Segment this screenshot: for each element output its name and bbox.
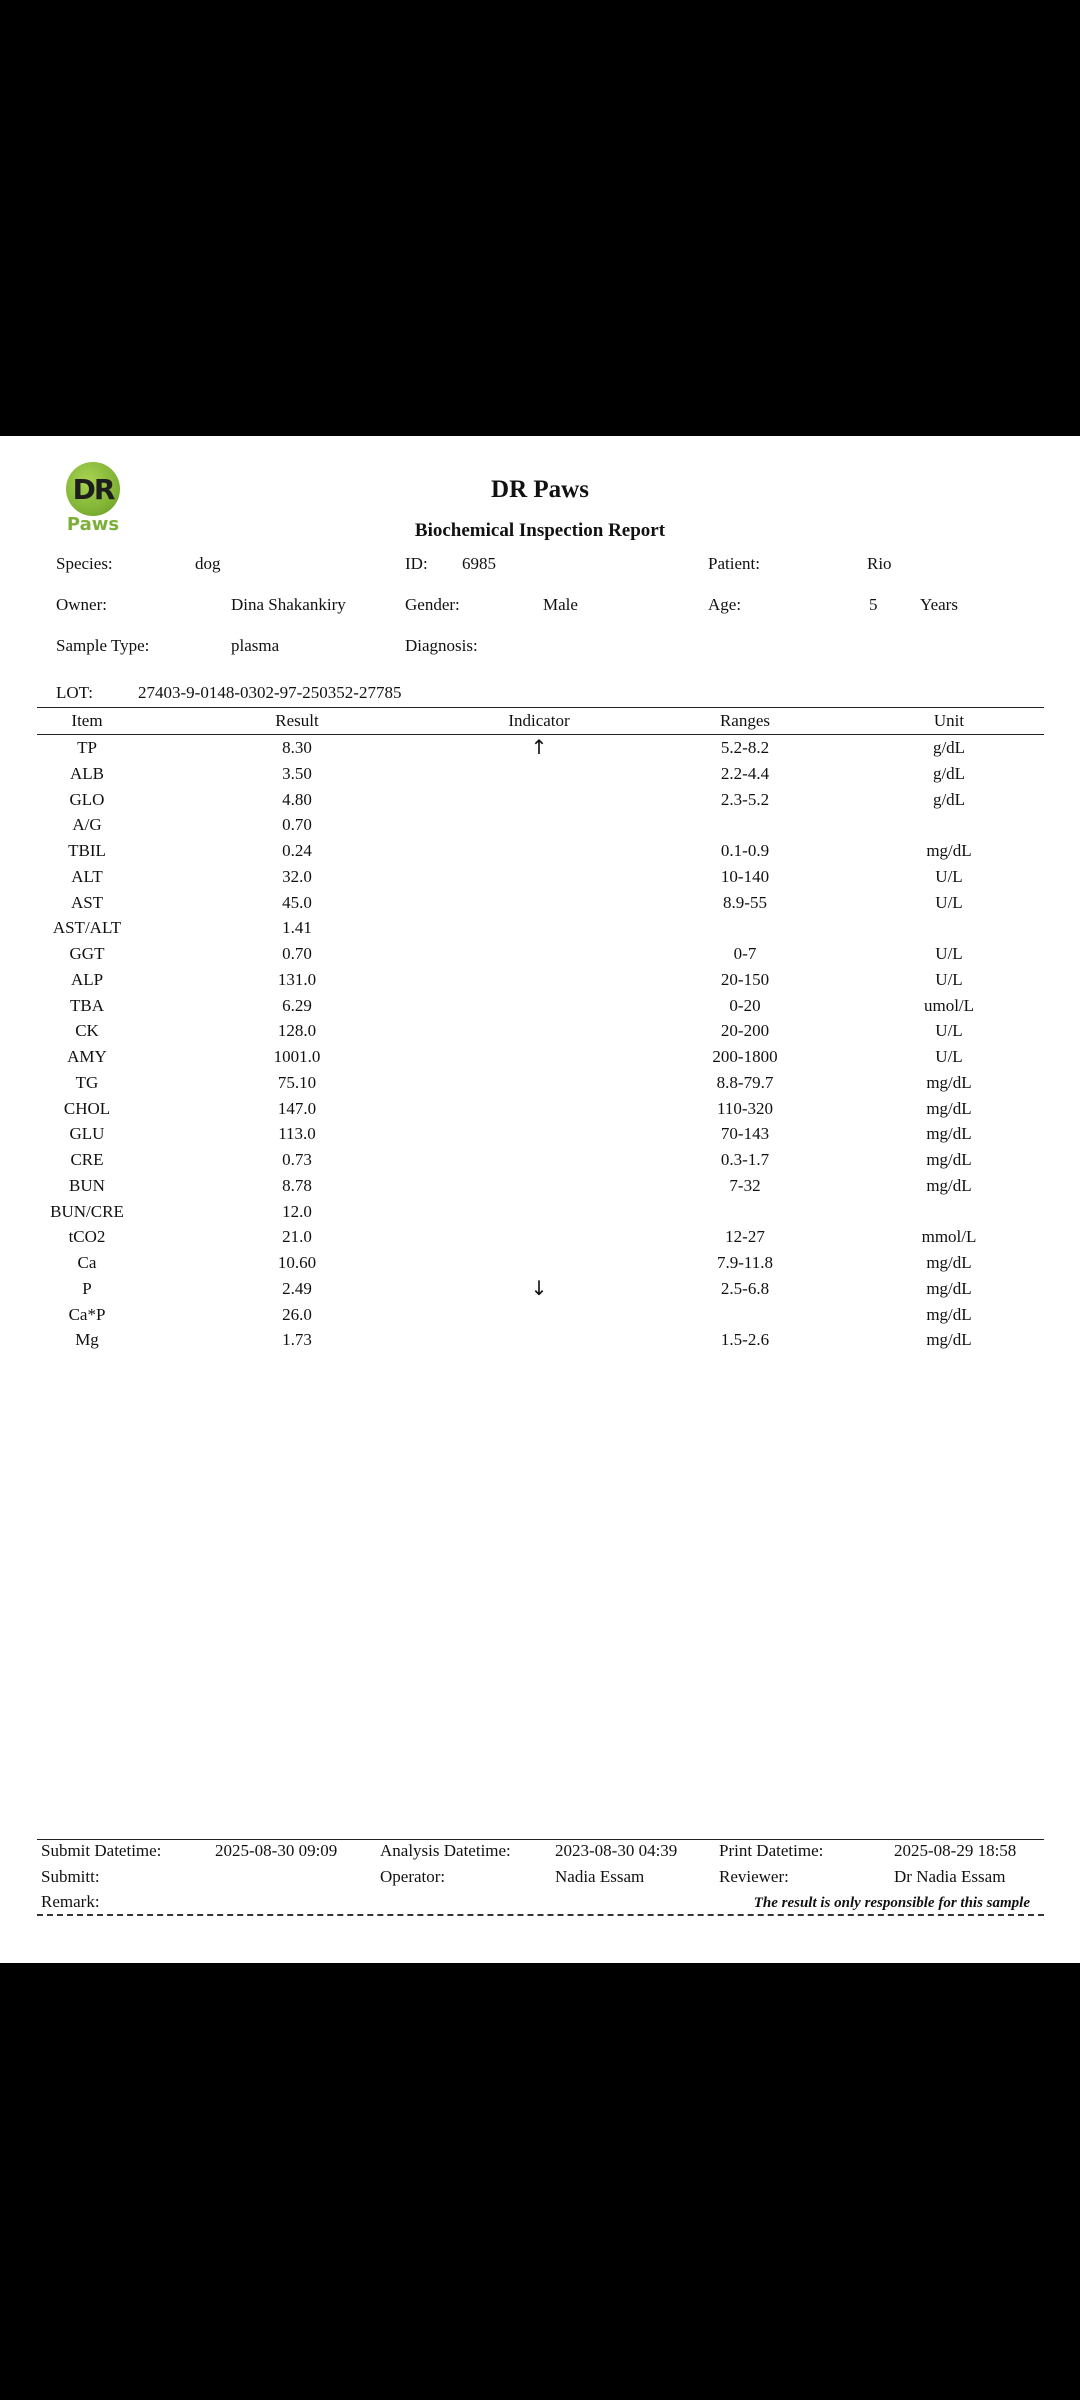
- cell-item: CHOL: [63, 1098, 111, 1118]
- cell-item: AMY: [67, 1047, 107, 1066]
- table-row: [37, 1150, 1044, 1176]
- cell-range: 2.5-6.8: [720, 1278, 770, 1298]
- cell-range: 7-32: [729, 1175, 761, 1195]
- table-row: [37, 893, 1044, 919]
- cell-unit: mg/dL: [926, 1253, 972, 1272]
- cell-result: 3.50: [282, 763, 312, 783]
- cell-unit: U/L: [935, 866, 963, 886]
- cell-unit: g/dL: [932, 763, 966, 783]
- cell-range: 1.5-2.6: [720, 1330, 770, 1350]
- table-row: [37, 1021, 1044, 1047]
- table-top-rule: [37, 707, 1044, 708]
- cell-range: 110-320: [716, 1098, 774, 1118]
- table-row: [37, 867, 1044, 893]
- cell-item: AST/ALT: [52, 918, 122, 938]
- cell-range: 8.9-55: [723, 892, 767, 912]
- lot-value: 27403-9-0148-0302-97-250352-27785: [138, 683, 402, 702]
- cell-result: 21.0: [282, 1227, 312, 1247]
- table-row: [37, 918, 1044, 944]
- cell-unit: mg/dL: [926, 841, 972, 860]
- low-arrow-icon: ↓: [530, 1275, 548, 1300]
- cell-range: 0.1-0.9: [720, 841, 770, 860]
- cell-item: BUN: [69, 1175, 105, 1195]
- cell-item: CRE: [70, 1150, 104, 1169]
- table-row: [37, 1330, 1044, 1356]
- gender-label: Gender:: [405, 595, 460, 614]
- col-unit-header: Unit: [933, 711, 965, 730]
- cell-unit: U/L: [935, 944, 963, 963]
- reviewer-value: Dr Nadia Essam: [894, 1867, 1006, 1886]
- cell-unit: mg/dL: [926, 1330, 972, 1350]
- cell-range: 20-200: [720, 1021, 770, 1041]
- cell-result: 1001.0: [273, 1047, 321, 1066]
- cell-unit: mg/dL: [926, 1124, 972, 1144]
- cell-item: AST: [70, 892, 104, 912]
- diagnosis-label: Diagnosis:: [405, 636, 478, 655]
- report-title: Biochemical Inspection Report: [414, 520, 666, 541]
- cell-unit: mmol/L: [921, 1227, 977, 1247]
- cell-item: Ca: [77, 1253, 97, 1272]
- cell-unit: U/L: [935, 892, 963, 912]
- cell-range: 12-27: [725, 1227, 765, 1247]
- cell-result: 26.0: [282, 1304, 312, 1324]
- col-ranges-header: Ranges: [719, 711, 771, 730]
- cell-result: 131.0: [277, 969, 317, 989]
- cell-range: 0-20: [729, 995, 761, 1015]
- col-item-header: Item: [71, 711, 103, 730]
- cell-unit: mg/dL: [926, 1150, 972, 1169]
- col-result-header: Result: [275, 711, 319, 730]
- table-row: [37, 970, 1044, 996]
- analysis-datetime-label: Analysis Datetime:: [380, 1841, 511, 1860]
- cell-result: 0.24: [282, 841, 312, 860]
- cell-item: TP: [77, 738, 97, 757]
- operator-label: Operator:: [380, 1867, 446, 1886]
- patient-label: Patient:: [708, 554, 760, 573]
- footer-dashed-rule: [37, 1914, 1044, 1916]
- cell-range: 7.9-11.8: [716, 1253, 774, 1272]
- cell-unit: U/L: [935, 969, 963, 989]
- analysis-datetime-value: 2023-08-30 04:39: [555, 1841, 678, 1860]
- cell-result: 0.70: [282, 815, 312, 835]
- cell-unit: mg/dL: [926, 1098, 972, 1118]
- cell-result: 12.0: [282, 1201, 312, 1221]
- cell-item: A/G: [72, 815, 102, 835]
- print-datetime-label: Print Datetime:: [719, 1841, 824, 1860]
- cell-item: BUN/CRE: [50, 1201, 124, 1221]
- cell-result: 147.0: [277, 1098, 317, 1118]
- cell-range: 2.2-4.4: [720, 763, 770, 783]
- owner-label: Owner:: [56, 595, 107, 614]
- cell-item: Mg: [75, 1330, 99, 1350]
- table-row: [37, 1305, 1044, 1331]
- cell-result: 0.73: [282, 1150, 312, 1169]
- cell-result: 1.73: [282, 1330, 312, 1350]
- cell-result: 128.0: [277, 1021, 317, 1041]
- gender-value: Male: [543, 595, 578, 614]
- submit-datetime-label: Submit Datetime:: [41, 1841, 162, 1860]
- table-row: [37, 1047, 1044, 1073]
- species-value: dog: [195, 554, 221, 573]
- footer-rule: [37, 1839, 1044, 1840]
- cell-result: 2.49: [282, 1278, 312, 1298]
- cell-item: TBA: [70, 995, 104, 1015]
- cell-result: 8.78: [282, 1175, 312, 1195]
- logo-text: DR: [72, 473, 114, 506]
- cell-result: 4.80: [282, 789, 312, 809]
- cell-unit: U/L: [935, 1047, 963, 1066]
- table-row: [37, 1176, 1044, 1202]
- operator-value: Nadia Essam: [555, 1867, 645, 1886]
- cell-unit: g/dL: [932, 789, 966, 809]
- id-label: ID:: [405, 554, 428, 573]
- table-row: [37, 735, 1044, 764]
- cell-result: 6.29: [282, 995, 312, 1015]
- cell-unit: umol/L: [923, 995, 975, 1015]
- table-row: [37, 1099, 1044, 1125]
- cell-item: P: [82, 1278, 92, 1298]
- table-row: [37, 1227, 1044, 1253]
- col-indicator-header: Indicator: [508, 711, 570, 730]
- cell-unit: mg/dL: [926, 1304, 972, 1324]
- cell-item: Ca*P: [68, 1304, 106, 1324]
- table-row: [37, 815, 1044, 841]
- disclaimer-note: The result is only responsible for this sample: [753, 1895, 1030, 1911]
- cell-result: 75.10: [277, 1072, 317, 1092]
- cell-range: 0.3-1.7: [720, 1150, 770, 1169]
- cell-unit: U/L: [935, 1021, 963, 1041]
- cell-range: 20-150: [720, 969, 770, 989]
- age-label: Age:: [708, 595, 742, 614]
- cell-item: GLO: [69, 789, 105, 809]
- remark-label: Remark:: [41, 1892, 100, 1911]
- cell-item: CK: [75, 1021, 99, 1041]
- table-row: [37, 1124, 1044, 1150]
- print-datetime-value: 2025-08-29 18:58: [894, 1841, 1017, 1860]
- report-page: [0, 436, 1080, 1963]
- sample-type-label: Sample Type:: [56, 636, 150, 655]
- cell-result: 1.41: [282, 918, 312, 938]
- table-row: [37, 841, 1044, 867]
- reviewer-label: Reviewer:: [719, 1867, 789, 1886]
- cell-range: 0-7: [733, 944, 757, 963]
- cell-range: 8.8-79.7: [716, 1072, 774, 1092]
- id-value: 6985: [462, 554, 496, 573]
- cell-unit: mg/dL: [926, 1278, 972, 1298]
- cell-item: ALT: [71, 866, 103, 886]
- table-row: [37, 764, 1044, 790]
- table-row: [37, 790, 1044, 816]
- high-arrow-icon: ↑: [530, 735, 548, 759]
- cell-range: 2.3-5.2: [720, 789, 770, 809]
- cell-result: 32.0: [282, 866, 312, 886]
- clinic-name: DR Paws: [491, 476, 589, 503]
- cell-item: GLU: [69, 1124, 105, 1144]
- species-label: Species:: [56, 554, 113, 573]
- age-unit: Years: [920, 595, 958, 614]
- lot-label: LOT:: [56, 683, 93, 702]
- cell-item: ALP: [70, 969, 104, 989]
- submitter-label: Submitt:: [41, 1867, 100, 1886]
- table-row: [37, 1073, 1044, 1099]
- cell-result: 113.0: [278, 1124, 316, 1144]
- cell-unit: g/dL: [932, 738, 966, 757]
- age-value: 5: [869, 595, 878, 614]
- table-row: [37, 944, 1044, 970]
- table-row: [37, 1202, 1044, 1228]
- cell-unit: mg/dL: [926, 1072, 972, 1092]
- logo-subtext: Paws: [66, 514, 120, 535]
- cell-range: 70-143: [720, 1124, 770, 1144]
- cell-item: GGT: [69, 944, 105, 963]
- cell-unit: mg/dL: [926, 1175, 972, 1195]
- cell-item: tCO2: [68, 1227, 106, 1247]
- patient-value: Rio: [867, 554, 892, 573]
- cell-range: 10-140: [720, 866, 770, 886]
- cell-item: ALB: [70, 763, 104, 783]
- cell-result: 45.0: [282, 892, 312, 912]
- owner-value: Dina Shakankiry: [231, 595, 346, 614]
- table-row: [37, 1275, 1044, 1305]
- cell-result: 10.60: [277, 1253, 317, 1272]
- table-row: [37, 996, 1044, 1022]
- submit-datetime-value: 2025-08-30 09:09: [215, 1841, 338, 1860]
- cell-result: 0.70: [282, 944, 312, 963]
- cell-range: 5.2-8.2: [720, 738, 770, 757]
- cell-item: TBIL: [68, 841, 106, 860]
- sample-type-value: plasma: [231, 636, 280, 655]
- cell-range: 200-1800: [712, 1047, 778, 1066]
- cell-item: TG: [75, 1072, 99, 1092]
- cell-result: 8.30: [282, 738, 312, 757]
